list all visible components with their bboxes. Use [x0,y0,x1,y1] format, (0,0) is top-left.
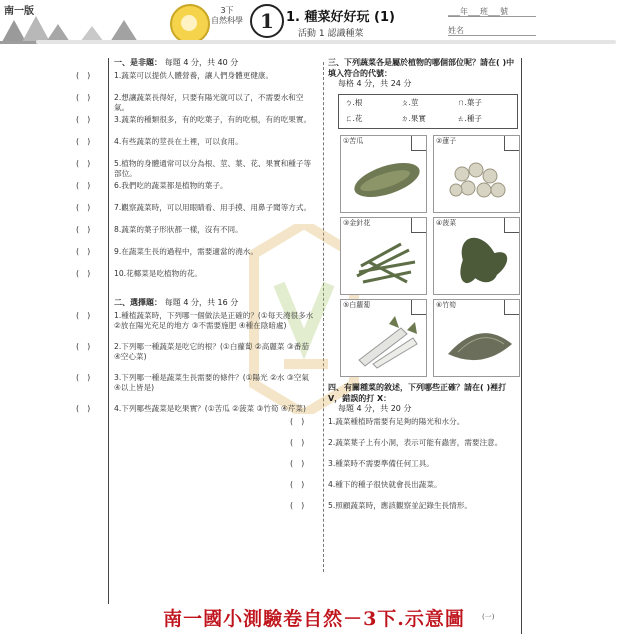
vegetable-name: 金針花 [349,218,371,227]
question-item [290,416,518,437]
option-code: ㄆ.莖 [401,97,419,107]
question-text: 5.照顧蔬菜時，應該觀察並記錄生長情形。 [328,500,472,510]
vegetable-caption [436,300,456,311]
section2-title: 二、選擇題： [114,297,162,307]
vegetable-name: 蓮子 [442,136,457,145]
section2-heading [114,298,318,309]
lion-mascot-icon [170,4,210,44]
question-text: 7.觀察蔬菜時，可以用眼睛看、用手摸、用鼻子聞等方式。 [114,202,312,212]
answer-parens[interactable]: ( ) [76,92,91,102]
vegetable-photo [442,232,518,288]
publisher-tag: 南一版 [4,6,34,17]
answer-parens[interactable]: ( ) [76,310,91,320]
option-code: ㄅ.根 [345,97,363,107]
question-item [290,458,518,479]
right-column [290,58,518,522]
question-text: 1.蔬菜可以提供人體營養，讓人們身體更健康。 [114,70,274,80]
vegetable-grid [340,135,520,377]
section4-heading [328,383,518,415]
section4-title: 四、有關種菜的敘述，下列哪些正確？請在( )裡打 V，錯誤的打 X： [328,382,507,403]
question-item [290,437,518,458]
vegetable-card [433,299,520,377]
footer-banner: 南一國小測驗卷自然－3下.示意圖 [108,604,520,634]
vegetable-card [340,217,427,295]
question-item [76,158,318,180]
question-item [290,500,518,521]
header-rule [36,40,616,44]
option-box [338,94,518,129]
answer-parens[interactable]: ( ) [76,246,91,256]
unit-number: 1 [250,4,284,38]
vegetable-card [340,299,427,377]
vegetable-card [433,217,520,295]
vegetable-caption [436,136,456,147]
vegetable-number: ② [436,136,443,145]
answer-parens[interactable]: ( ) [76,372,91,382]
question-text: 2.想讓蔬菜長得好，只要有陽光就可以了，不需要水和空氣。 [114,92,304,113]
answer-parens[interactable]: ( ) [290,500,305,510]
question-item [76,403,318,434]
answer-parens[interactable]: ( ) [290,458,305,468]
answer-parens[interactable]: ( ) [290,416,305,426]
answer-box[interactable] [504,300,519,315]
section3-heading [328,58,518,90]
question-text: 10.花椰菜是吃植物的花。 [114,268,203,278]
worksheet-header [0,0,640,58]
vegetable-photo [349,314,425,370]
section3-points: 每格 4 分，共 24 分 [338,79,412,89]
option-code: ㄉ.果實 [401,114,426,124]
grade-subject [208,6,246,26]
answer-parens[interactable]: ( ) [76,180,91,190]
answer-parens[interactable]: ( ) [76,268,91,278]
section4-list [290,416,518,521]
class-field[interactable]: ___年___班___號 [448,6,536,17]
section2-points: 每題 4 分，共 16 分 [164,297,239,307]
question-text: 3.下列哪一種是蔬菜生長需要的條件？(①陽光 ②水 ③空氣 ④以上皆是) [114,372,309,393]
question-text: 3.蔬菜的種類很多，有的吃葉子，有的吃根，有的吃果實。 [114,114,312,124]
vegetable-caption [436,218,456,229]
vegetable-caption [343,218,370,229]
question-item [290,479,518,500]
section3-title: 三、下列蔬菜各是屬於植物的哪個部位呢？請在( )中填入符合的代號： [328,58,515,78]
unit-title: 1. 種菜好好玩 (1) [286,10,395,25]
question-item [76,341,318,372]
answer-parens[interactable]: ( ) [76,202,91,212]
answer-box[interactable] [504,136,519,151]
answer-box[interactable] [504,218,519,233]
vegetable-number: ⑥ [436,300,443,309]
vegetable-name: 竹筍 [442,300,457,309]
answer-parens[interactable]: ( ) [76,136,91,146]
question-text: 2.下列哪一種蔬菜是吃它的根？(①白蘿蔔 ②高麗菜 ③番茄 ④空心菜) [114,341,309,362]
section4-points: 每題 4 分，共 20 分 [338,404,412,414]
answer-parens[interactable]: ( ) [76,114,91,124]
answer-box[interactable] [411,218,426,233]
vegetable-number: ① [343,136,350,145]
question-item [76,70,318,92]
student-info [448,6,536,44]
question-item [76,246,318,268]
question-item [76,136,318,158]
vegetable-number: ③ [343,218,350,227]
question-text: 4.下列哪些蔬菜是吃果實？(①苦瓜 ②菠菜 ③竹筍 ④芹菜) [114,403,306,413]
question-text: 4.種下的種子很快就會長出蔬菜。 [328,479,442,489]
left-column [76,58,318,435]
vegetable-number: ④ [436,218,443,227]
vegetable-photo [442,150,518,206]
vegetable-photo [349,232,425,288]
answer-parens[interactable]: ( ) [76,403,91,413]
question-item [76,114,318,136]
vegetable-name: 苦瓜 [349,136,364,145]
vegetable-card [433,135,520,213]
vegetable-name: 菠菜 [442,218,457,227]
question-text: 1.蔬菜種植時需要有足夠的陽光和水分。 [328,416,465,426]
section1-title: 一、是非題： [114,58,162,67]
question-text: 8.蔬菜的葉子形狀都一樣，沒有不同。 [114,224,243,234]
section1-list [76,70,318,290]
section1-heading [114,58,318,69]
section2-list [76,310,318,434]
question-text: 9.在蔬菜生長的過程中，需要適當的澆水。 [114,246,258,256]
question-text: 3.種菜時不需要準備任何工具。 [328,458,434,468]
page-number: (一) [482,613,495,621]
vegetable-photo [349,150,425,206]
answer-parens[interactable]: ( ) [76,224,91,234]
vegetable-name: 白蘿蔔 [349,300,371,309]
answer-parens[interactable]: ( ) [290,479,305,489]
question-text: 5.植物的身體通常可以分為根、莖、葉、花、果實和種子等部位。 [114,158,312,179]
answer-box[interactable] [411,300,426,315]
grade-label: 3下 [220,6,234,15]
vegetable-caption [343,300,370,311]
question-item [76,202,318,224]
question-item [76,92,318,114]
question-item [76,180,318,202]
vegetable-caption [343,136,363,147]
answer-parens[interactable]: ( ) [290,437,305,447]
question-text: 1.種植蔬菜時，下列哪一個做法是正確的？(①每天澆很多水 ②放在陽光充足的地方 ③不需要施肥 ④種在陰暗處) [114,310,314,331]
subject-label: 自然科學 [211,16,243,25]
option-code: ㄈ.花 [345,114,363,124]
answer-box[interactable] [411,136,426,151]
answer-parens[interactable]: ( ) [76,341,91,351]
vegetable-card [340,135,427,213]
question-text: 4.有些蔬菜的莖長在土裡，可以食用。 [114,136,243,146]
question-item [76,268,318,290]
question-text: 6.我們吃的蔬菜都是植物的葉子。 [114,180,228,190]
name-field[interactable]: 姓名 [448,25,536,36]
vegetable-photo [442,314,518,370]
vegetable-number: ⑤ [343,300,350,309]
option-code: ㄇ.葉子 [457,97,482,107]
question-item [76,372,318,403]
question-item [76,310,318,341]
answer-parens[interactable]: ( ) [76,158,91,168]
question-item [76,224,318,246]
option-code: ㄊ.種子 [457,114,482,124]
answer-parens[interactable]: ( ) [76,70,91,80]
question-text: 2.蔬菜葉子上有小洞，表示可能有蟲害，需要注意。 [328,437,503,447]
activity-label: 活動 1 認識種菜 [298,29,364,39]
section1-points: 每題 4 分，共 40 分 [164,58,239,67]
